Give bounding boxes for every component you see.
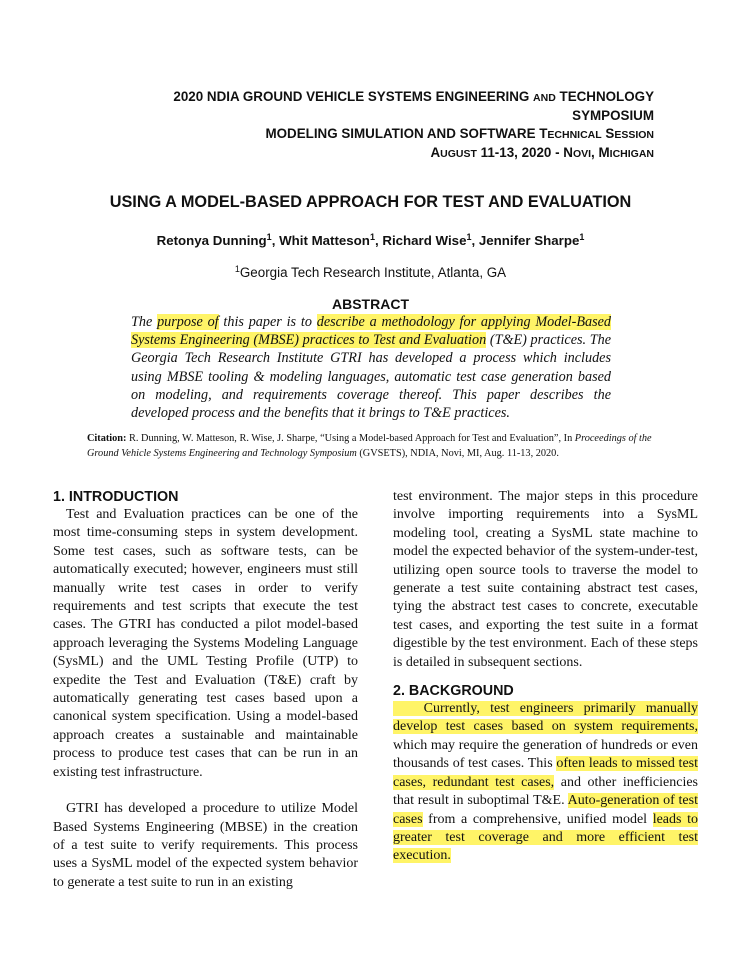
- left-column: [53, 488, 358, 892]
- conference-date-location: AUGUST 11-13, 2020 - NOVI, MICHIGAN: [430, 145, 654, 160]
- conference-session: MODELING SIMULATION AND SOFTWARE TECHNICAL SESSION: [265, 126, 654, 141]
- right-column: [393, 488, 698, 866]
- author: Jennifer Sharpe$^1$: [478, 232, 585, 248]
- highlighted-text: often leads to missed test cases, redundant test cases,: [393, 756, 698, 790]
- author: Retonya Dunning$^1$,: [156, 232, 280, 248]
- section-heading-introduction: 1. INTRODUCTION: [53, 489, 179, 505]
- conference-header: [173, 88, 654, 163]
- author: Whit Matteson$^1$,: [279, 232, 383, 248]
- highlighted-text: leads to greater test coverage and more efficient test execution.: [393, 811, 698, 864]
- conference-line-2: SYMPOSIUM: [572, 108, 654, 123]
- highlighted-text: Currently, test engineers primarily manually develop test cases based on system requirements,: [393, 701, 699, 735]
- proceedings-title: Proceedings of the Ground Vehicle Systems Engineering and Technology Symposium: [87, 433, 652, 460]
- highlighted-text: describe a methodology for applying Model-Based Systems Engineering (MBSE) practices to Test and Evaluation: [131, 314, 611, 349]
- paragraph-continued: test environment. The major steps in this procedure involve importing requirements into a SysML modeling tool, creating a SysML state machine to model the expected behavior of the system-under-test, utilizing open source tools to traverse the model to generate a test suite containing abstract test cases, tying the abstract test cases to concrete, executable test cases, and exporting the test suite in a format digestible by the test environment. Each of these steps is detailed in subsequent sections.: [393, 489, 698, 670]
- author: Richard Wise$^1$,: [382, 232, 479, 248]
- conference-line-1: 2020 NDIA GROUND VEHICLE SYSTEMS ENGINEERING AND TECHNOLOGY: [173, 89, 654, 104]
- abstract-text: this paper is to: [218, 314, 317, 330]
- abstract-heading: ABSTRACT: [332, 296, 409, 312]
- highlighted-text: purpose of: [157, 314, 219, 330]
- affiliation: $^1$Georgia Tech Research Institute, Atlanta, GA: [234, 264, 507, 280]
- highlighted-text: Auto-generation of test cases: [393, 793, 698, 827]
- paragraph: GTRI has developed a procedure to utilize Model Based Systems Engineering (MBSE) in the creation of a test suite to verify requirements. This process uses a SysML model of the expected system behavior to generate a test suite to run in an existing: [53, 801, 358, 890]
- section-heading-background: 2. BACKGROUND: [393, 683, 514, 700]
- paragraph: Currently, test engineers primarily manually develop test cases based on system requirements, which may require the generation of hundreds or even thousands of test cases. This often leads to missed test cases, redundant test cases, and other inefficiencies that result in suboptimal T&E. Auto-generation of test cases from a comprehensive, unified model leads to greater test coverage and more efficient test execution.: [393, 701, 699, 864]
- abstract-text: (T&E) practices. The Georgia Tech Research Institute GTRI has developed a process which includes using MBSE tooling & modeling languages, automatic test case generation based on modeling, and requirements coverage thereof. This paper describes the developed process and the benefits that it brings to T&E practices.: [131, 332, 612, 422]
- paper-title: USING A MODEL-BASED APPROACH FOR TEST AND EVALUATION: [109, 193, 632, 211]
- citation: Citation: R. Dunning, W. Matteson, R. Wise, J. Sharpe, “Using a Model-based Approach for Test and Evaluation”, In Proceedings of the Ground Vehicle Systems Engineering and Technology Symposium (GVSETS), NDIA, Novi, MI, Aug. 11-13, 2020.: [87, 433, 652, 460]
- citation-label: Citation:: [87, 433, 127, 444]
- abstract-text: The: [131, 314, 158, 330]
- abstract-body: [131, 313, 611, 422]
- author-list: [0, 233, 741, 248]
- paragraph: Test and Evaluation practices can be one of the most time-consuming steps in system development. Some test cases, such as software tests, can be automatically executed; however, engineers must still manually write test cases in order to verify requirements and test scripts that execute the test cases. The GTRI has conducted a pilot model-based approach leveraging the Systems Modeling Language (SysML) and the UML Testing Profile (UTP) to expedite the Test and Evaluation (T&E) craft by automatically generating test cases based upon a canonical system specification. Using a model-based approach creates a sustainable and maintainable process to produce test cases that can be run in an existing test infrastructure.: [53, 507, 358, 780]
